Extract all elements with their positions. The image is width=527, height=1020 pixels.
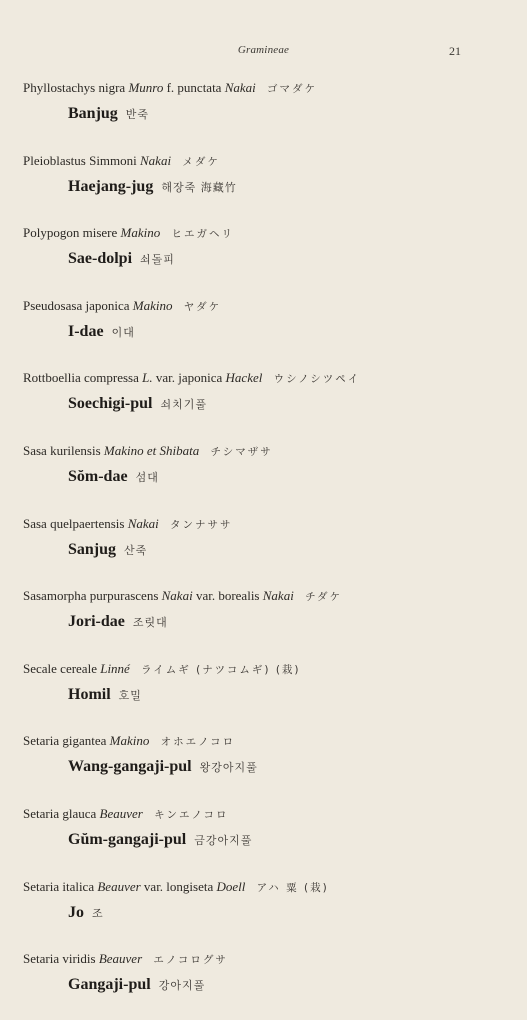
hangul-name: 강아지풀 — [158, 979, 206, 993]
japanese-name: ヒエガヘリ — [171, 228, 234, 241]
scientific-name: Phyllostachys nigra — [23, 80, 126, 95]
entry-row — [0, 76, 527, 149]
hangul-name: 호밀 — [118, 688, 142, 702]
hangul-name: 조릿대 — [132, 616, 168, 630]
entry-row — [0, 439, 527, 512]
korean-name-line — [68, 831, 252, 849]
korean-name-line — [68, 178, 237, 196]
variety-author: Doell — [216, 878, 246, 894]
scientific-name-line — [23, 80, 507, 96]
japanese-name: メダケ — [182, 155, 220, 168]
scientific-name: Sasamorpha purpurascens — [23, 588, 159, 604]
scientific-name-line — [23, 443, 507, 459]
entry-row — [0, 657, 527, 730]
hangul-name: 왕강아지풀 — [199, 761, 258, 775]
korean-romanized-name: Sanjug — [68, 540, 117, 558]
author-name: L. — [142, 370, 153, 386]
page-number: 21 — [449, 44, 461, 58]
entry-row — [0, 149, 527, 222]
hangul-name: 섬대 — [135, 470, 159, 484]
japanese-name: ゴマダケ — [267, 83, 318, 95]
scientific-name-line — [23, 225, 507, 241]
japanese-name: ヤダケ — [183, 300, 222, 313]
hangul-name: 이대 — [111, 325, 135, 339]
author-name: Makino — [132, 297, 173, 313]
hangul-name: 금강아지풀 — [194, 833, 253, 847]
korean-name-line — [68, 976, 205, 994]
scientific-name: Setaria gigantea — [23, 733, 107, 749]
korean-name-line — [68, 323, 135, 341]
entry-row — [0, 512, 527, 585]
scientific-name: Setaria italica — [23, 878, 95, 894]
varietal-name: var. japonica — [155, 370, 223, 386]
korean-name-line — [68, 105, 149, 123]
variety-author: Hackel — [225, 370, 263, 386]
author-name: Nakai — [140, 152, 172, 168]
korean-romanized-name: I-dae — [68, 322, 104, 340]
korean-name-line — [68, 468, 159, 486]
scientific-name-line — [23, 588, 507, 604]
varietal-name: var. longiseta — [143, 878, 214, 894]
scientific-name: Setaria glauca — [23, 805, 97, 821]
korean-name-line — [68, 250, 175, 268]
korean-name-line — [68, 904, 104, 922]
scientific-name: Rottboellia compressa — [23, 370, 139, 386]
korean-romanized-name: Homil — [68, 685, 111, 703]
scientific-name: Pleioblastus Simmoni — [23, 152, 137, 168]
author-name: Munro — [128, 80, 164, 95]
entry-row — [0, 729, 527, 802]
scientific-name-line — [23, 153, 507, 169]
korean-romanized-name: Gŭm-gangaji-pul — [68, 830, 187, 848]
japanese-name: タンナササ — [170, 518, 233, 531]
scientific-name-line — [23, 370, 507, 386]
scientific-name: Polypogon misere — [23, 225, 118, 241]
entry-list — [0, 76, 527, 1020]
korean-name-line — [68, 541, 147, 559]
author-name: Makino — [109, 733, 150, 749]
entry-row — [0, 802, 527, 875]
japanese-name: チダケ — [305, 591, 343, 604]
entry-row — [0, 947, 527, 1020]
japanese-name: キンエノコロ — [154, 808, 229, 821]
scientific-name: Setaria viridis — [23, 951, 96, 967]
entry-row — [0, 875, 527, 948]
running-head: Gramineae — [237, 44, 290, 56]
scientific-name: Pseudosasa japonica — [23, 297, 130, 313]
scientific-name: Secale cereale — [23, 660, 97, 676]
japanese-name: オホエノコロ — [160, 736, 236, 749]
hangul-name: 산죽 — [124, 543, 148, 557]
korean-romanized-name: Jori-dae — [68, 613, 125, 631]
hangul-name: 반죽 — [125, 108, 150, 121]
japanese-name: ライムギ (ナツコムギ) (栽) — [141, 663, 301, 676]
varietal-name: f. punctata — [166, 80, 222, 95]
korean-romanized-name: Haejang-jug — [68, 177, 154, 195]
korean-romanized-name: Sae-dolpi — [68, 250, 133, 268]
scientific-name: Sasa kurilensis — [23, 442, 101, 458]
author-name: Makino et Shibata — [103, 442, 200, 458]
japanese-name: チシマザサ — [210, 445, 273, 458]
hangul-name: 쇠돌피 — [140, 253, 175, 267]
author-name: Nakai — [161, 588, 193, 604]
scientific-name-line — [23, 733, 507, 749]
author-name: Beauver — [99, 805, 143, 821]
korean-romanized-name: Sŏm-dae — [68, 467, 128, 485]
korean-name-line — [68, 758, 258, 776]
korean-name-line — [68, 613, 168, 631]
author-name: Beauver — [98, 951, 143, 967]
entry-row — [0, 584, 527, 657]
entry-row — [0, 366, 527, 439]
korean-name-line — [68, 395, 207, 413]
varietal-name: var. borealis — [195, 588, 260, 604]
scientific-name: Sasa quelpaertensis — [23, 515, 125, 531]
korean-romanized-name: Gangaji-pul — [68, 976, 151, 994]
japanese-name: アハ 粟 (栽) — [256, 881, 329, 894]
hangul-name: 조 — [92, 906, 104, 920]
korean-name-line — [68, 686, 142, 704]
variety-author: Nakai — [224, 80, 256, 95]
author-name: Nakai — [127, 515, 159, 531]
scientific-name-line — [23, 951, 507, 967]
japanese-name: ウシノシツペイ — [273, 373, 361, 386]
scientific-name-line — [23, 661, 507, 677]
scientific-name-line — [23, 806, 507, 822]
variety-author: Nakai — [262, 588, 294, 604]
author-name: Makino — [120, 225, 161, 241]
author-name: Beauver — [97, 878, 141, 894]
entry-row — [0, 294, 527, 367]
hangul-name: 쇠치기풀 — [160, 398, 207, 412]
scientific-name-line — [23, 879, 507, 895]
japanese-name: エノコログサ — [153, 954, 228, 967]
korean-romanized-name: Soechigi-pul — [68, 395, 153, 413]
scientific-name-line — [23, 516, 507, 532]
korean-romanized-name: Banjug — [68, 105, 118, 122]
scientific-name-line — [23, 298, 507, 314]
korean-romanized-name: Jo — [68, 903, 84, 921]
entry-row — [0, 221, 527, 294]
author-name: Linné — [100, 660, 130, 676]
korean-romanized-name: Wang-gangaji-pul — [68, 758, 192, 776]
hangul-name: 해장죽 海藏竹 — [161, 180, 237, 194]
